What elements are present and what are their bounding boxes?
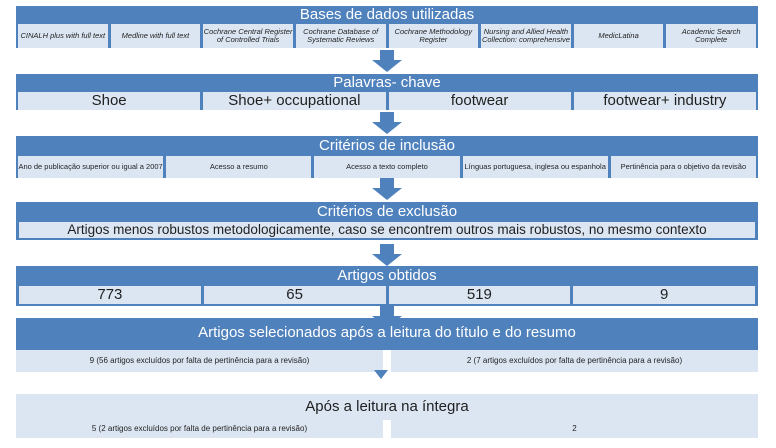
down-arrow-icon <box>372 178 402 200</box>
bases-item: Cochrane Database of Systematic Reviews <box>296 24 386 48</box>
obtained-count: 773 <box>19 286 201 304</box>
inclusion-row <box>16 156 758 178</box>
down-arrow-icon <box>374 370 388 382</box>
down-arrow-icon <box>372 244 402 266</box>
exclusion-row <box>16 222 758 240</box>
exclusion-text: Artigos menos robustos metodologicamente, caso se encontrem outros mais robustos, no mesmo contexto <box>19 222 755 238</box>
bases-item: Academic Search Complete <box>666 24 756 48</box>
exclusion-title: Critérios de exclusão <box>16 202 758 222</box>
inclusion-item: Acesso a resumo <box>166 156 311 178</box>
obtained-count: 65 <box>204 286 386 304</box>
full-row <box>16 420 758 438</box>
selected-result: 9 (56 artigos excluídos por falta de pertinência para a revisão) <box>16 350 383 372</box>
bases-item: Cochrane Methodology Register <box>389 24 479 48</box>
inclusion-item: Línguas portuguesa, inglesa ou espanhola <box>463 156 608 178</box>
full-title: Após a leitura na íntegra <box>16 394 758 420</box>
full-result: 5 (2 artigos excluídos por falta de pertinência para a revisão) <box>16 420 383 438</box>
down-arrow-icon <box>372 112 402 134</box>
inclusion-item: Acesso a texto completo <box>314 156 459 178</box>
obtained-count: 9 <box>573 286 755 304</box>
selected-title: Artigos selecionados após a leitura do título e do resumo <box>16 318 758 350</box>
bases-item: Medline with full text <box>111 24 201 48</box>
inclusion-item: Pertinência para o objetivo da revisão <box>611 156 756 178</box>
bases-title: Bases de dados utilizadas <box>16 6 758 24</box>
down-arrow-icon <box>372 50 402 72</box>
keywords-title: Palavras- chave <box>16 74 758 92</box>
bases-row <box>16 24 758 48</box>
obtained-row <box>16 286 758 306</box>
selected-result: 2 (7 artigos excluídos por falta de pertinência para a revisão) <box>391 350 758 372</box>
keyword-item: Shoe+ occupational <box>203 92 385 110</box>
selected-row <box>16 350 758 372</box>
bases-item: MedicLatina <box>574 24 664 48</box>
obtained-count: 519 <box>389 286 571 304</box>
keywords-row <box>16 92 758 110</box>
keyword-item: Shoe <box>18 92 200 110</box>
inclusion-item: Ano de publicação superior ou igual a 2007 <box>18 156 163 178</box>
bases-item: Cochrane Central Register of Controlled Trials <box>203 24 293 48</box>
full-result: 2 <box>391 420 758 438</box>
inclusion-title: Critérios de inclusão <box>16 136 758 156</box>
bases-item: Nursing and Allied Health Collection: comprehensive <box>481 24 571 48</box>
keyword-item: footwear <box>389 92 571 110</box>
bases-item: CINALH plus with full text <box>18 24 108 48</box>
obtained-title: Artigos obtidos <box>16 266 758 286</box>
keyword-item: footwear+ industry <box>574 92 756 110</box>
